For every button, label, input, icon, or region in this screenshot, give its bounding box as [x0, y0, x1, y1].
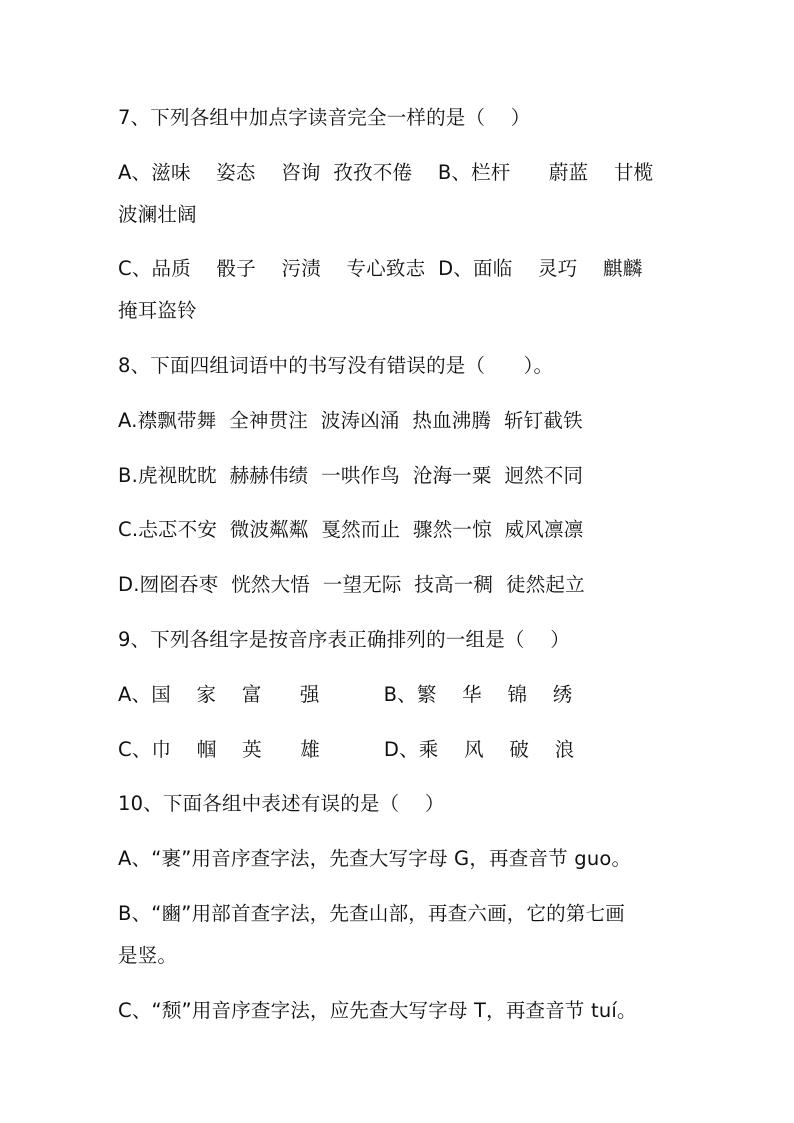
- question-10-option-c: C、“颓”用音序查字法，应先查大写字母 T，再查音节 tuí。: [118, 999, 637, 1022]
- question-10-stem: 10、下面各组中表述有误的是（ ）: [118, 792, 445, 815]
- question-10-option-b-continuation: 是竖。: [118, 944, 178, 967]
- question-8-option-c: C.忐忑不安 微波粼粼 戛然而止 骤然一惊 威风凛凛: [118, 518, 584, 541]
- question-7-option-b-continuation: 波澜壮阔: [118, 203, 197, 226]
- question-8-option-b: B.虎视眈眈 赫赫伟绩 一哄作鸟 沧海一粟 迥然不同: [118, 464, 584, 487]
- question-8-option-d: D.囫囵吞枣 恍然大悟 一望无际 技高一稠 徒然起立: [118, 573, 585, 596]
- question-7-stem: 7、下列各组中加点字读音完全一样的是（ ）: [118, 106, 531, 129]
- question-7-option-c-d: C、品质 骰子 污渍 专心致志 D、面临 灵巧 麒麟: [118, 257, 643, 280]
- question-9-stem: 9、下列各组字是按音序表正确排列的一组是（ ）: [118, 628, 570, 651]
- question-10-option-a: A、“裹”用音序查字法，先查大写字母 G，再查音节 guo。: [118, 847, 632, 870]
- question-8-option-a: A.襟飘带舞 全神贯注 波涛凶涌 热血沸腾 斩钉截铁: [118, 409, 583, 432]
- question-9-options-a-b: A、国 家 富 强 B、繁 华 锦 绣: [118, 683, 573, 706]
- question-10-option-b: B、“豳”用部首查字法，先查山部，再查六画，它的第七画: [118, 902, 625, 925]
- question-7-option-d-continuation: 掩耳盗铃: [118, 299, 197, 322]
- question-7-option-a-b: A、滋味 姿态 咨询 孜孜不倦 B、栏杆 蔚蓝 甘榄: [118, 161, 654, 184]
- question-8-stem: 8、下面四组词语中的书写没有错误的是（ ）。: [118, 354, 554, 377]
- question-9-options-c-d: C、巾 帼 英 雄 D、乘 风 破 浪: [118, 738, 575, 761]
